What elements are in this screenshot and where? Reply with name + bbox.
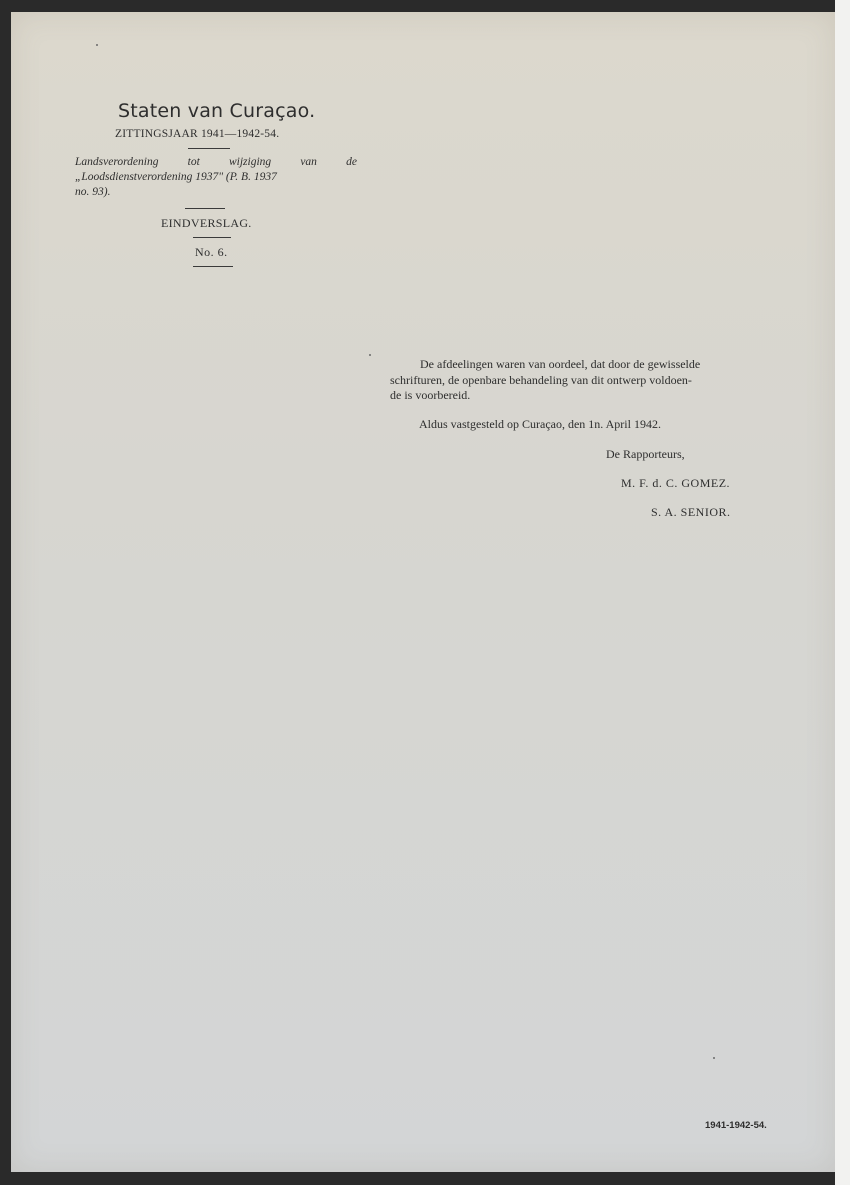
report-type: EINDVERSLAG. [161, 216, 252, 230]
signatory-name: S. A. SENIOR. [651, 505, 731, 519]
divider [193, 237, 231, 238]
subject-word: tot [187, 156, 200, 168]
scan-border [835, 0, 850, 1185]
subject-line-2: „Loodsdienstverordening 1937" (P. B. 1937 [75, 171, 277, 183]
subject-word: Landsverordening [75, 156, 159, 168]
subject-line-1 [75, 155, 357, 170]
closing-statement: Aldus vastgesteld op Curaçao, den 1n. April 1942. [419, 417, 661, 431]
subject-line-3: no. 93). [75, 186, 111, 198]
report-number: No. 6. [195, 245, 228, 259]
divider [188, 148, 230, 149]
paragraph-line: schrifturen, de openbare behandeling van dit ontwerp voldoen- [390, 372, 692, 387]
paper-speck [369, 354, 371, 356]
subject-word: de [346, 156, 357, 168]
paper-speck [713, 1057, 715, 1059]
document-subject [75, 155, 357, 200]
paragraph-line: de is voorbereid. [390, 388, 471, 402]
divider [193, 266, 233, 267]
signatory-name: M. F. d. C. GOMEZ. [621, 476, 731, 490]
paper-speck [96, 44, 98, 46]
rapporteurs-label: De Rapporteurs, [606, 447, 685, 461]
body-paragraph [390, 357, 785, 404]
paragraph-line: De afdeelingen waren van oordeel, dat door de gewisselde [420, 357, 701, 371]
subject-word: wijziging [228, 156, 272, 168]
subject-word: van [300, 156, 317, 168]
divider [185, 208, 225, 209]
document-title: Staten van Curaçao. [118, 100, 316, 122]
session-year: ZITTINGSJAAR 1941—1942-54. [115, 128, 280, 140]
footer-code: 1941-1942-54. [705, 1120, 767, 1131]
